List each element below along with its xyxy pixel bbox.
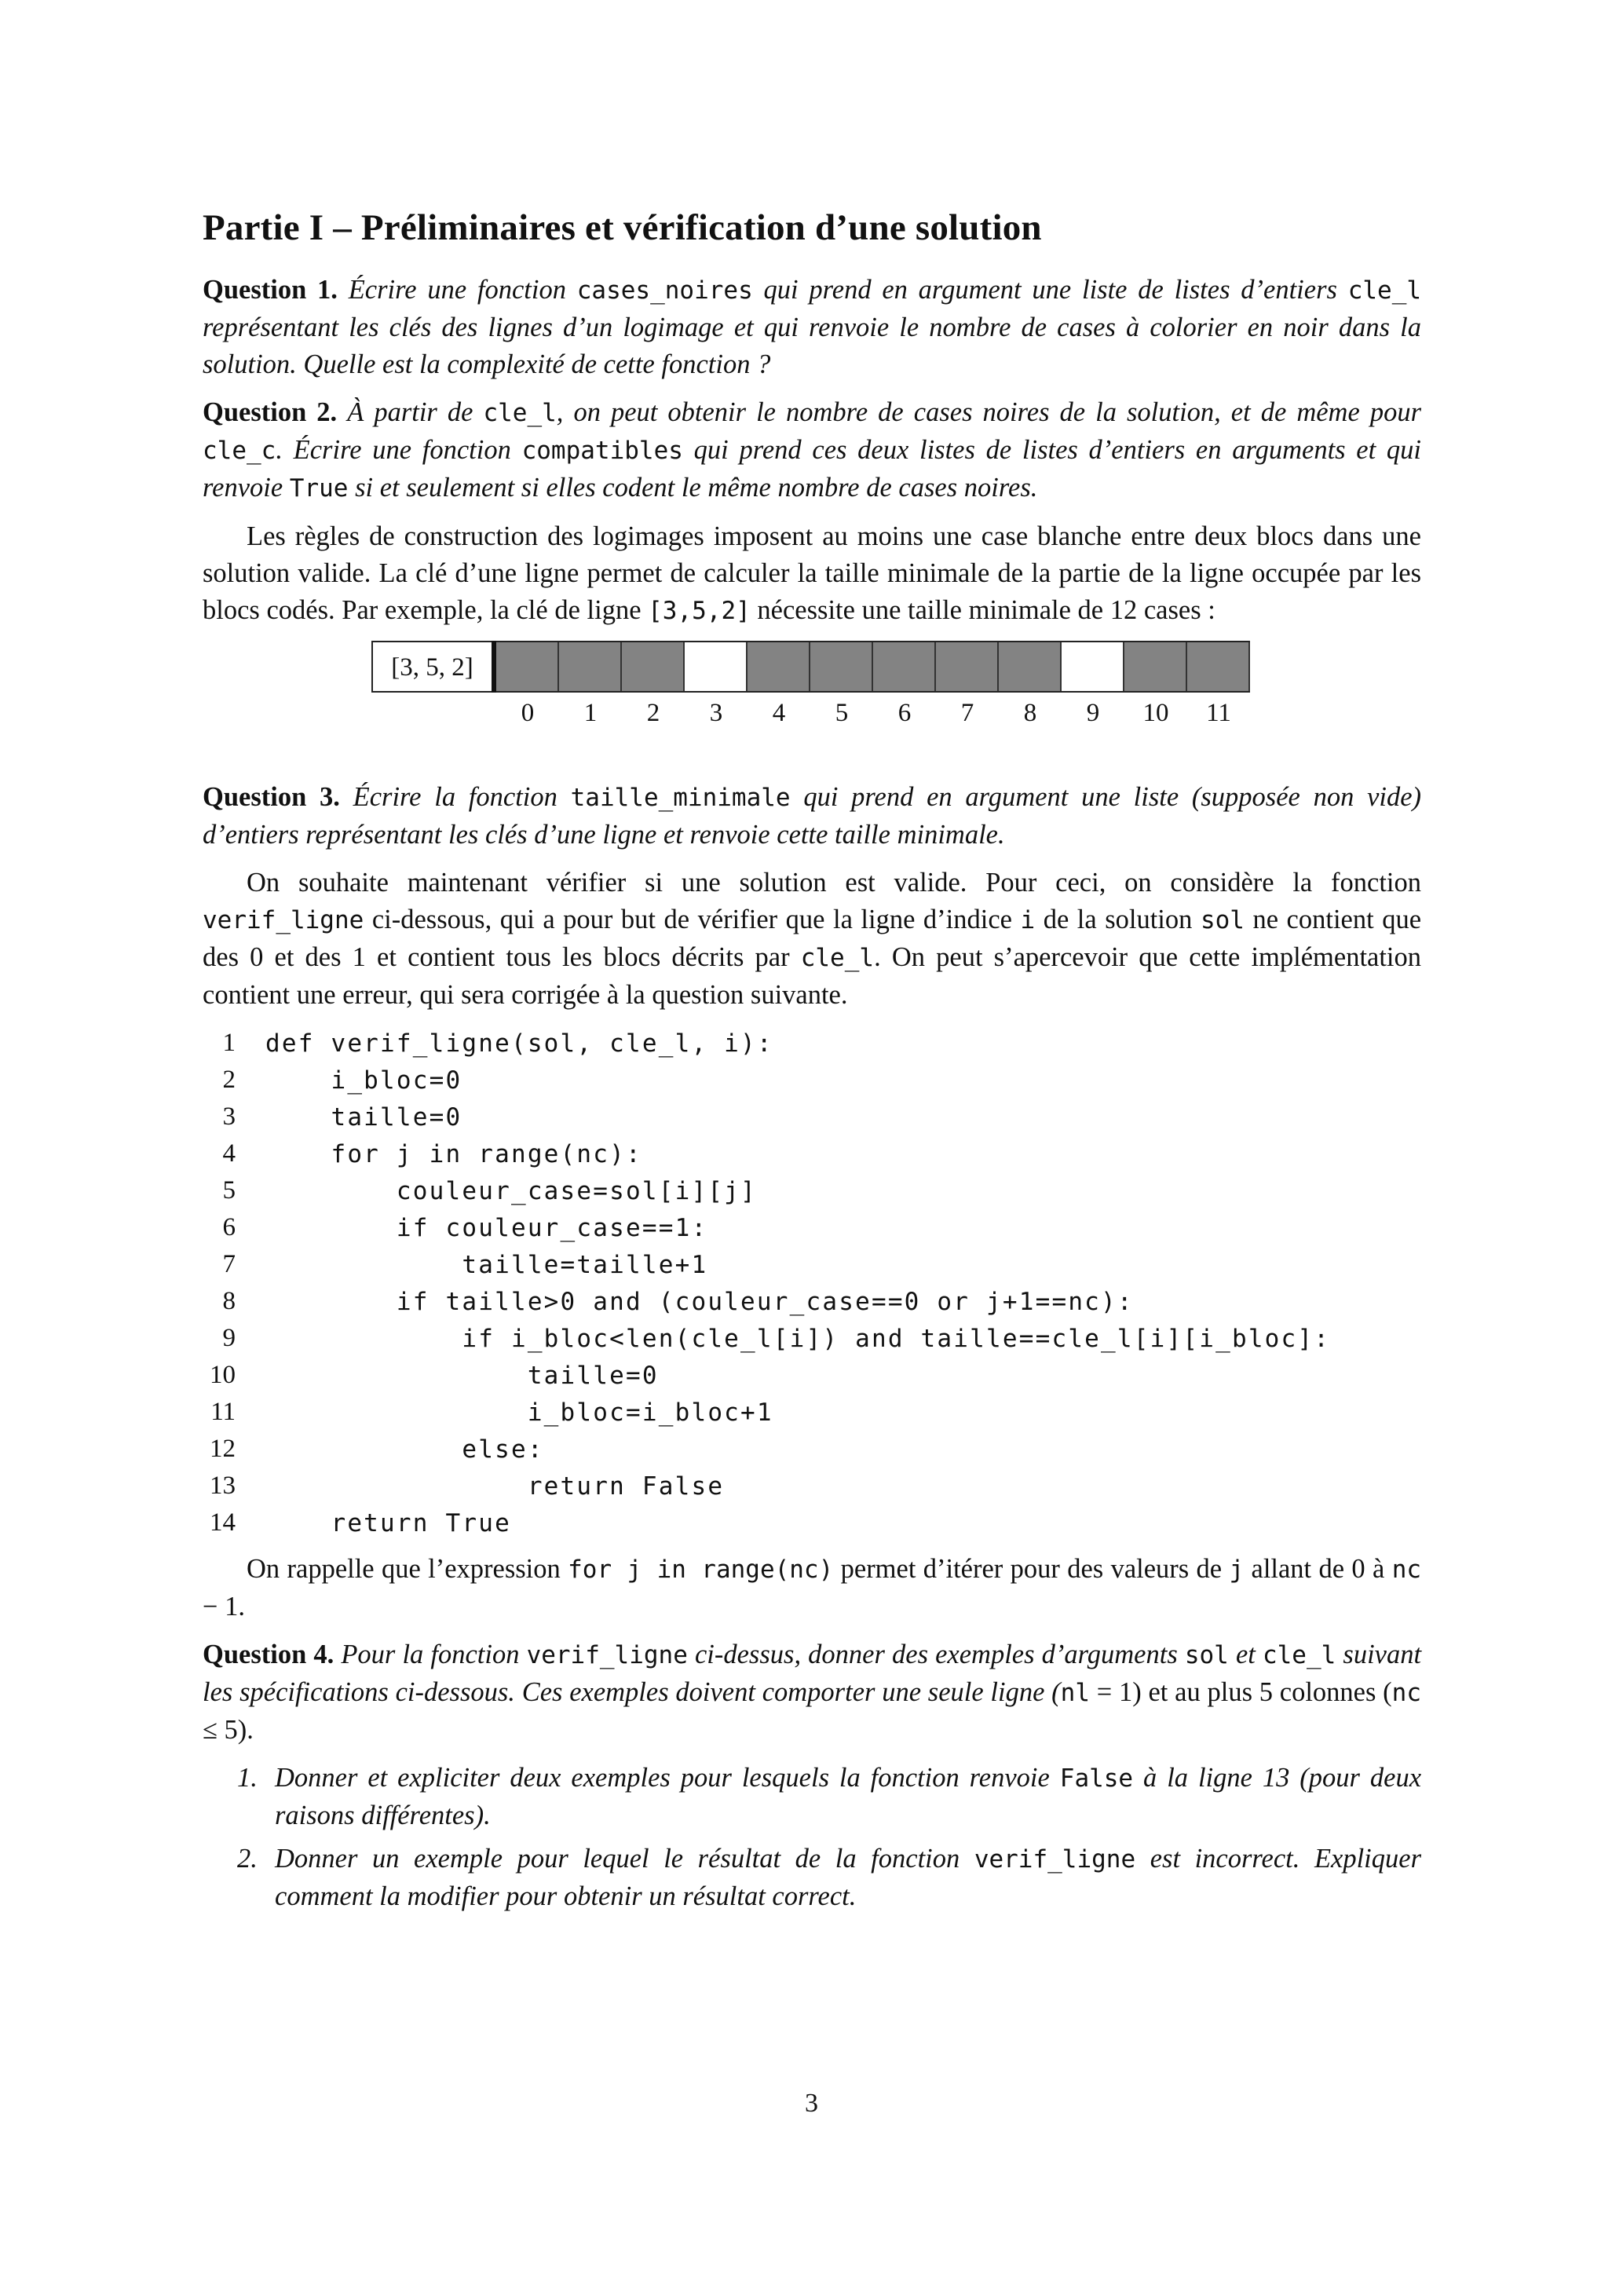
cell-index: 11 (1206, 699, 1231, 728)
code-text: taille=0 (265, 1102, 462, 1132)
q1-text-2: qui prend en argument une liste de listes d’entiers (763, 275, 1337, 305)
range-text-3: allant de 0 à (1251, 1554, 1385, 1585)
question-4-label: Question 4. (203, 1640, 334, 1670)
cell-index: 9 (1086, 699, 1100, 728)
code-text: couleur_case=sol[i][j] (265, 1176, 757, 1205)
code-text: else: (265, 1435, 544, 1464)
code-text: if i_bloc<len(cle_l[i]) and taille==cle_l[i][i_bloc]: (265, 1324, 1331, 1353)
rules-text-2: nécessite une taille minimale de 12 cases : (757, 595, 1215, 626)
verif-text-2: ci-dessous, qui a pour but de vérifier que la ligne d’indice (371, 905, 1012, 935)
item-1-code-1: False (1059, 1764, 1134, 1793)
code-line (203, 1062, 1421, 1099)
cell-black (873, 642, 936, 691)
item-2-code-1: verif_ligne (974, 1845, 1136, 1874)
paragraph-verif (203, 865, 1421, 1014)
line-number: 1 (222, 1029, 236, 1058)
q2-text-3: . Écrire une fonction (276, 435, 511, 466)
line-number: 13 (210, 1472, 236, 1501)
range-text-2: permet d’itérer pour des valeurs de (840, 1554, 1223, 1585)
code-line (203, 1025, 1421, 1062)
q4-text-3: et (1235, 1640, 1256, 1670)
paragraph-range (203, 1551, 1421, 1625)
cell-index: 1 (583, 699, 598, 728)
code-line (203, 1283, 1421, 1320)
range-code-1: for j in range(nc) (568, 1556, 834, 1585)
cell-black (496, 642, 559, 691)
code-text: taille=taille+1 (265, 1250, 708, 1279)
row-key-diagram (203, 641, 1421, 743)
range-code-2: j (1229, 1556, 1245, 1585)
question-1-label: Question 1. (203, 275, 338, 305)
code-line (203, 1431, 1421, 1468)
item-1-number: 1. (237, 1763, 258, 1793)
cell-index: 8 (1023, 699, 1037, 728)
code-text: if couleur_case==1: (265, 1213, 708, 1242)
q2-text-1: À partir de (347, 397, 473, 428)
diagram-indices (496, 699, 1250, 728)
q2-code-1: cle_l (483, 399, 557, 428)
question-2-label: Question 2. (203, 397, 338, 428)
page-number: 3 (805, 2089, 818, 2118)
verif-text-3: de la solution (1043, 905, 1193, 935)
code-line (203, 1135, 1421, 1172)
range-code-3: nc (1391, 1556, 1422, 1585)
q2-code-2: cle_c (203, 437, 276, 466)
item-2-number: 2. (237, 1844, 258, 1874)
item-1-text-2: à la ligne 13 (pour deux raisons différentes). (275, 1763, 1422, 1831)
cell-index: 5 (835, 699, 849, 728)
code-line (203, 1357, 1421, 1394)
q2-text-5: si et seulement si elles codent le même nombre de cases noires. (355, 473, 1038, 503)
rules-text-1: Les règles de construction des logimages imposent au moins une case blanche entre deux blocs dans une solution valide. La clé d’une ligne permet de calculer la taille minimale de la partie de la ligne occupée par les blocs codés. Par exemple, la clé de ligne (203, 521, 1421, 626)
cell-index: 10 (1142, 699, 1169, 728)
cell-index: 0 (521, 699, 535, 728)
code-line (203, 1394, 1421, 1431)
cell-black (1124, 642, 1187, 691)
question-4-item-2 (237, 1841, 1421, 1915)
code-line (203, 1172, 1421, 1209)
cell-index: 2 (646, 699, 660, 728)
q2-code-3: compatibles (521, 437, 683, 466)
question-3 (203, 779, 1421, 854)
cell-index: 7 (960, 699, 974, 728)
line-number: 12 (210, 1435, 236, 1464)
verif-text-1: On souhaite maintenant vérifier si une solution est valide. Pour ceci, on considère la fonction (247, 868, 1421, 898)
q1-text-1: Écrire une fonction (348, 275, 566, 305)
verif-code-4: cle_l (800, 944, 875, 973)
range-text-4: − 1. (203, 1592, 245, 1622)
q4-code-2: sol (1184, 1641, 1229, 1670)
q4-code-4: nl (1060, 1679, 1090, 1708)
code-text: taille=0 (265, 1361, 659, 1390)
code-text: for j in range(nc): (265, 1139, 642, 1168)
cell-black (936, 642, 999, 691)
item-2-text (275, 1841, 1421, 1915)
question-3-label: Question 3. (203, 782, 340, 813)
cell-index: 3 (709, 699, 723, 728)
code-text: return True (265, 1508, 511, 1537)
q3-code-1: taille_minimale (570, 784, 791, 813)
line-number: 9 (222, 1324, 236, 1353)
cell-black (622, 642, 685, 691)
line-number: 11 (210, 1398, 236, 1427)
q4-code-5: nc (1391, 1679, 1421, 1708)
paragraph-rules (203, 518, 1421, 630)
code-line (203, 1099, 1421, 1135)
line-number: 10 (210, 1361, 236, 1390)
line-number: 5 (222, 1176, 236, 1205)
cell-black (559, 642, 622, 691)
verif-code-1: verif_ligne (203, 906, 364, 935)
line-number: 8 (222, 1287, 236, 1316)
q4-text-2: ci-dessus, donner des exemples d’arguments (694, 1640, 1178, 1670)
q1-code-2: cle_l (1347, 276, 1422, 305)
item-1-text (275, 1760, 1421, 1834)
line-number: 4 (222, 1139, 236, 1168)
code-line (203, 1320, 1421, 1357)
verif-code-3: sol (1200, 906, 1245, 935)
q2-code-4: True (289, 474, 349, 503)
q2-text-4: qui prend ces deux listes de listes d’entiers en arguments et qui renvoie (203, 435, 1422, 503)
q1-code-1: cases_noires (576, 276, 753, 305)
question-4-items (237, 1760, 1421, 1915)
code-line (203, 1468, 1421, 1504)
cell-black (1187, 642, 1250, 691)
code-line (203, 1246, 1421, 1283)
q4-code-1: verif_ligne (526, 1641, 688, 1670)
diagram-key-label: [3, 5, 2] (371, 641, 492, 693)
question-2 (203, 394, 1421, 507)
cell-white (1062, 642, 1124, 691)
code-line (203, 1504, 1421, 1541)
line-number: 7 (222, 1250, 236, 1279)
line-number: 6 (222, 1213, 236, 1242)
code-text: i_bloc=i_bloc+1 (265, 1398, 773, 1427)
cell-index: 6 (897, 699, 912, 728)
code-text: i_bloc=0 (265, 1066, 462, 1095)
question-1 (203, 272, 1421, 383)
item-1-text-1: Donner et expliciter deux exemples pour lesquels la fonction renvoie (275, 1763, 1050, 1793)
item-2-text-2: est incorrect. Expliquer comment la modifier pour obtenir un résultat correct. (275, 1844, 1422, 1912)
q3-text-2: qui prend en argument une liste (supposée non vide) d’entiers représentant les clés d’une ligne et renvoie cette taille minimale. (203, 782, 1422, 850)
code-line (203, 1209, 1421, 1246)
cell-white (685, 642, 748, 691)
rules-code-1: [3,5,2] (648, 597, 751, 626)
q2-text-2: , on peut obtenir le nombre de cases noires de la solution, et de même pour (556, 397, 1421, 428)
verif-code-2: i (1020, 906, 1036, 935)
question-4 (203, 1636, 1421, 1749)
question-4-item-1 (237, 1760, 1421, 1834)
line-number: 2 (222, 1066, 236, 1095)
cell-black (748, 642, 810, 691)
code-text: if taille>0 and (couleur_case==0 or j+1==nc): (265, 1287, 1134, 1316)
q4-code-3: cle_l (1262, 1641, 1336, 1670)
code-text: def verif_ligne(sol, cle_l, i): (265, 1029, 773, 1058)
page-content (203, 206, 1421, 1921)
cell-black (999, 642, 1062, 691)
q3-text-1: Écrire la fonction (353, 782, 557, 813)
verif-text-4: ne contient que des 0 et des 1 et contient tous les blocs décrits par (203, 905, 1422, 973)
q4-text-1: Pour la fonction (341, 1640, 520, 1670)
cell-index: 4 (772, 699, 786, 728)
item-2-text-1: Donner un exemple pour lequel le résultat de la fonction (275, 1844, 960, 1874)
verif-text-5: . On peut s’apercevoir que cette implémentation contient une erreur, qui sera corrigée à la question suivante. (203, 942, 1422, 1011)
q4-text-5: = 1) et au plus 5 colonnes ( (1096, 1677, 1392, 1708)
range-text-1: On rappelle que l’expression (247, 1554, 561, 1585)
code-text: return False (265, 1472, 725, 1501)
line-number: 14 (210, 1508, 236, 1537)
cell-black (810, 642, 873, 691)
line-number: 3 (222, 1102, 236, 1132)
q4-text-4: suivant les spécifications ci-dessous. Ces exemples doivent comporter une seule ligne ( (203, 1640, 1422, 1708)
section-title: Partie I – Préliminaires et vérification d’une solution (203, 207, 1042, 248)
q4-text-6: ≤ 5). (203, 1715, 254, 1746)
q1-text-3: représentant les clés des lignes d’un logimage et qui renvoie le nombre de cases à colorier en noir dans la solution. Quelle est la complexité de cette fonction ? (203, 313, 1421, 380)
diagram-cells (496, 641, 1250, 693)
code-listing (203, 1025, 1421, 1541)
